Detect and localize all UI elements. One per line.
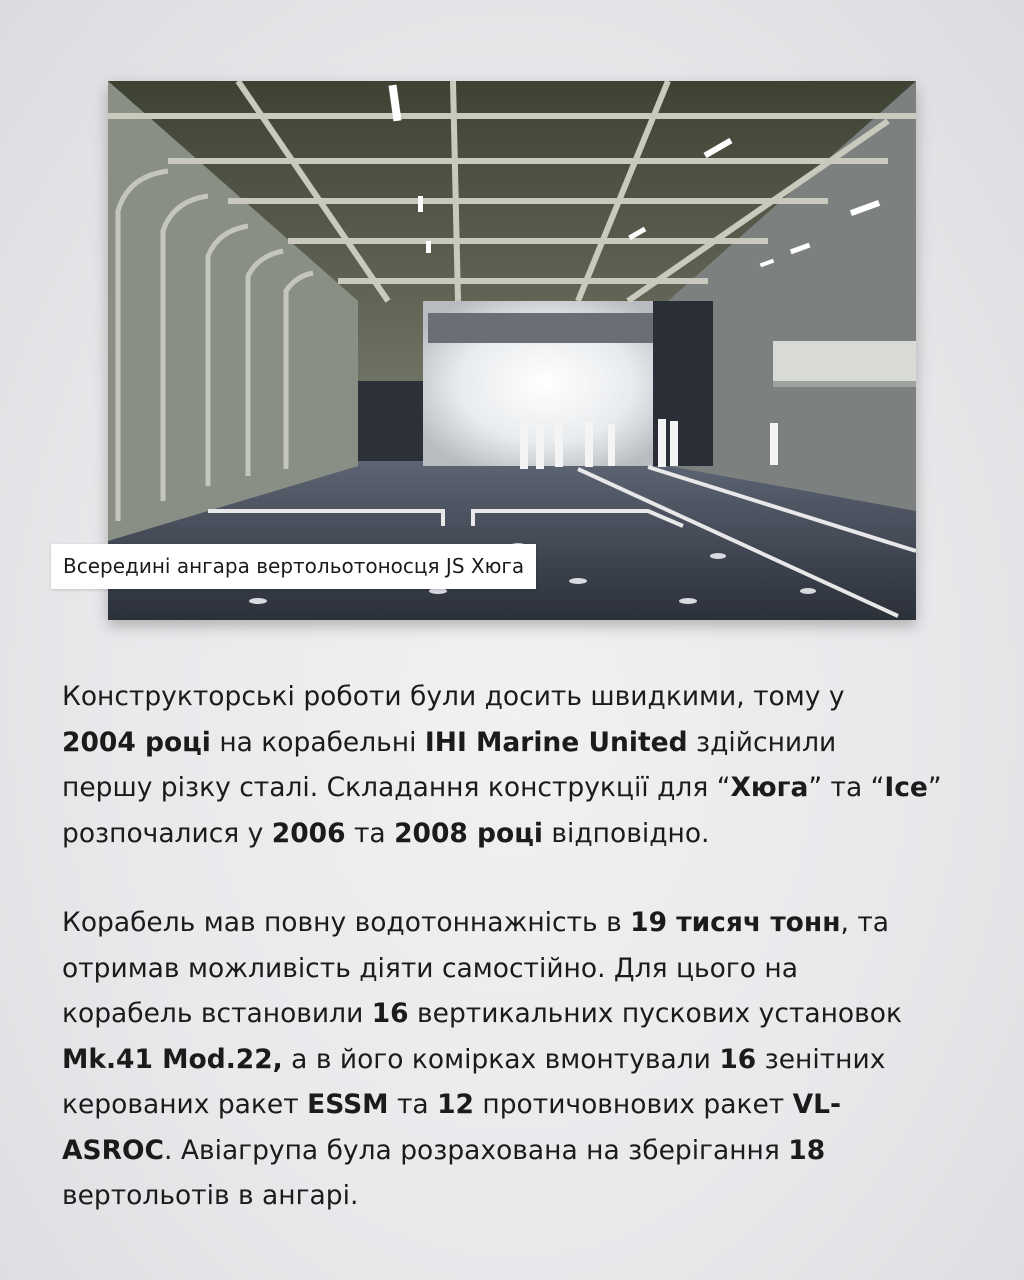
- text-line: [62, 765, 962, 811]
- text-segment: та: [388, 1089, 438, 1120]
- text-segment: протичовнових ракет: [473, 1089, 793, 1120]
- text-segment: та: [345, 817, 395, 849]
- text-segment: керованих ракет: [62, 1089, 308, 1120]
- text-line: [62, 900, 962, 946]
- text-line: [62, 1173, 962, 1219]
- bold-year-2004: 2004 році: [62, 726, 211, 758]
- text-segment: відповідно.: [542, 817, 710, 849]
- text-line: [62, 1082, 962, 1128]
- paragraph-construction: [62, 674, 962, 856]
- text-line: [62, 991, 962, 1037]
- text-line: [62, 720, 962, 766]
- text-segment: Корабель мав повну водотоннажність в: [62, 907, 631, 938]
- bold-ship-name-ice: Ice: [884, 772, 928, 803]
- text-segment: , та: [840, 907, 890, 938]
- bold-asroc: ASROC: [62, 1134, 164, 1166]
- paragraph-specifications: [62, 900, 962, 1219]
- text-segment: корабель встановили: [62, 998, 372, 1029]
- bold-launcher-model: Mk.41 Mod.22,: [62, 1043, 283, 1075]
- bold-shipyard-name: IHI Marine United: [424, 726, 688, 758]
- text-segment: ”: [927, 772, 942, 803]
- bold-year-2006: 2006: [271, 817, 346, 849]
- text-segment: отримав можливість діяти самостійно. Для цього на: [62, 952, 798, 984]
- text-segment: Конструкторські роботи були досить швидкими, тому у: [62, 681, 845, 712]
- text-line: [62, 946, 962, 992]
- text-segment: . Авіагрупа була розрахована на зберігання: [163, 1134, 789, 1166]
- text-segment: вертикальних пускових установок: [408, 998, 902, 1029]
- photo-caption: Всередині ангара вертольотоносця JS Хюга: [51, 544, 536, 589]
- text-segment: вертольотів в ангарі.: [62, 1180, 359, 1211]
- text-segment: розпочалися у: [62, 817, 272, 849]
- bold-year-2008: 2008 році: [394, 817, 543, 849]
- bold-essm: ESSM: [307, 1089, 389, 1120]
- bold-ship-name-hyuga: Хюга: [730, 772, 809, 803]
- text-segment: на корабельні: [210, 726, 425, 758]
- bold-asroc-count: 12: [437, 1089, 474, 1120]
- bold-essm-count: 16: [719, 1043, 757, 1075]
- bold-helicopter-count: 18: [788, 1134, 826, 1166]
- text-line: [62, 674, 962, 720]
- text-segment: зенітних: [756, 1043, 886, 1075]
- text-line: [62, 811, 962, 857]
- bold-vl-prefix: VL-: [792, 1089, 842, 1120]
- text-line: [62, 1128, 962, 1174]
- text-segment: здійснили: [687, 726, 837, 758]
- text-line: [62, 1037, 962, 1083]
- text-segment: а в його комірках вмонтували: [282, 1043, 720, 1075]
- bold-displacement: 19 тисяч тонн: [630, 907, 841, 938]
- hangar-photo-illustration: [108, 81, 916, 620]
- bold-launcher-count: 16: [371, 998, 409, 1029]
- text-segment: першу різку сталі. Складання конструкції для “: [62, 772, 731, 803]
- hangar-photo: [108, 81, 916, 620]
- text-segment: ” та “: [808, 772, 885, 803]
